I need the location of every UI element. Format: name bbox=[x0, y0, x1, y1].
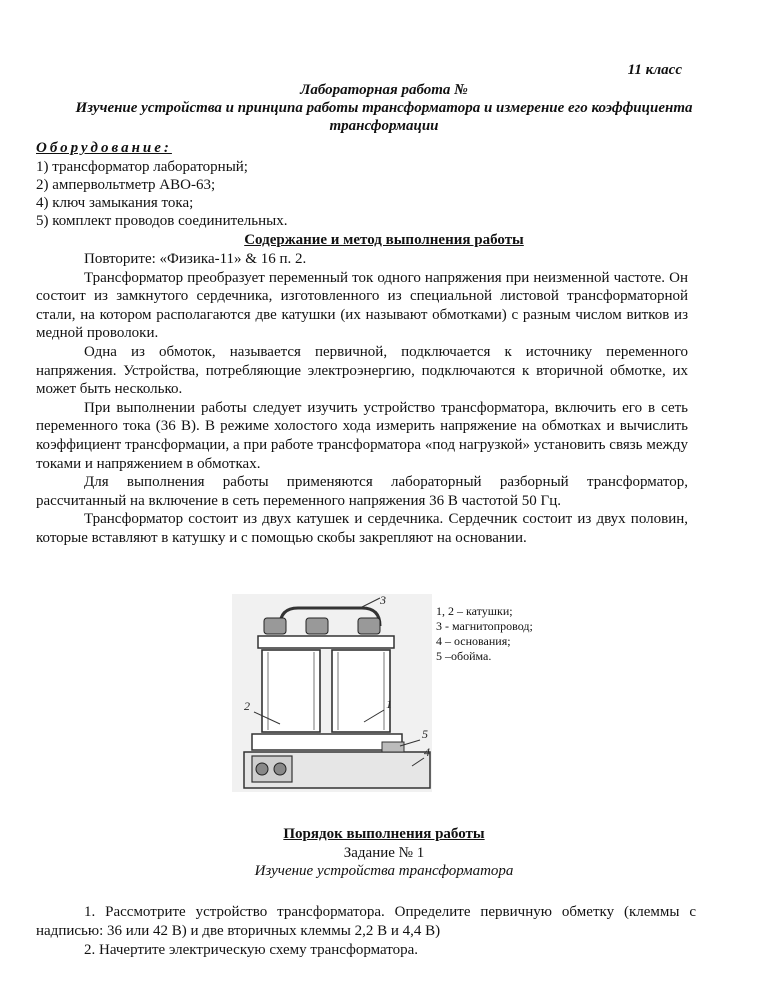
legend-item: 4 – основания; bbox=[436, 634, 511, 648]
legend-item: 3 - магнитопровод; bbox=[436, 619, 533, 633]
step-item: 2. Начертите электрическую схему трансформатора. bbox=[84, 942, 419, 958]
legend-item: 5 –обойма. bbox=[436, 649, 492, 663]
procedure-steps bbox=[36, 903, 696, 960]
equipment-item: 4) ключ замыкания тока; bbox=[36, 195, 194, 211]
clamp-shape bbox=[382, 742, 404, 752]
equipment-item: 1) трансформатор лабораторный; bbox=[36, 159, 248, 175]
paragraph: При выполнении работы следует изучить устройство трансформатора, включить его в сеть переменного тока (36 В). В режиме холостого хода измерить напряжение на обмотках и вычислить коэффициент трансформации, а при работе трансформатора «под нагрузкой» установить связь между токами и напряжением в обмотках. bbox=[36, 399, 688, 472]
knob-icon bbox=[306, 618, 328, 634]
label-1: 1 bbox=[386, 697, 392, 711]
terminal-icon bbox=[274, 763, 286, 775]
terminal-icon bbox=[256, 763, 268, 775]
task-heading: Задание № 1 bbox=[343, 845, 425, 861]
content-body bbox=[36, 250, 688, 548]
lab-subject: Изучение устройства и принципа работы трансформатора и измерение его коэффициента трансформации bbox=[75, 100, 693, 134]
step-item: 1. Рассмотрите устройство трансформатора. Определите первичную обметку (клеммы с надписью: 36 или 42 В) и две вторичных клеммы 2,2 В и 4,4 В) bbox=[36, 904, 696, 939]
legend-item: 1, 2 – катушки; bbox=[436, 604, 513, 618]
procedure-heading: Порядок выполнения работы bbox=[283, 826, 485, 842]
label-3: 3 bbox=[380, 594, 386, 607]
paragraph: Трансформатор преобразует переменный ток одного напряжения при неизменной частоте. Он состоит из замкнутого сердечника, изготовленного из специальной листовой трансформаторной стали, на котором располагаются две катушки (их называют обмотками) с разным числом витков из медной проволоки. bbox=[36, 269, 688, 342]
transformer-diagram bbox=[232, 594, 432, 792]
content-heading: Содержание и метод выполнения работы bbox=[244, 232, 524, 248]
equipment-item: 5) комплект проводов соединительных. bbox=[36, 213, 288, 229]
bottom-yoke bbox=[252, 734, 402, 750]
top-yoke bbox=[258, 636, 394, 648]
paragraph: Повторите: «Физика-11» & 16 п. 2. bbox=[84, 251, 307, 267]
knob-icon bbox=[264, 618, 286, 634]
equipment-list bbox=[36, 158, 288, 230]
label-2: 2 bbox=[244, 699, 250, 713]
lab-title: Лабораторная работа № bbox=[300, 82, 468, 98]
task-subtitle: Изучение устройства трансформатора bbox=[254, 863, 514, 879]
knob-icon bbox=[358, 618, 380, 634]
label-4: 4 bbox=[424, 745, 430, 759]
coil-1-shape bbox=[332, 650, 390, 732]
label-5: 5 bbox=[422, 727, 428, 741]
grade-label: 11 класс bbox=[627, 62, 682, 78]
paragraph: Для выполнения работы применяются лабораторный разборный трансформатор, рассчитанный на включение в сеть переменного напряжения 36 В частотой 50 Гц. bbox=[36, 474, 688, 509]
figure-legend bbox=[436, 604, 533, 664]
paragraph: Одна из обмоток, называется первичной, подключается к источнику переменного напряжения. Устройства, потребляющие электроэнергию, подключаются к вторичной обмотке, их может быть несколько. bbox=[36, 343, 688, 398]
equipment-heading: Оборудование: bbox=[36, 140, 172, 156]
equipment-item: 2) ампервольтметр АВО-63; bbox=[36, 177, 216, 193]
paragraph: Трансформатор состоит из двух катушек и сердечника. Сердечник состоит из двух половин, которые вставляют в катушку и с помощью скобы закрепляют на основании. bbox=[36, 511, 688, 546]
